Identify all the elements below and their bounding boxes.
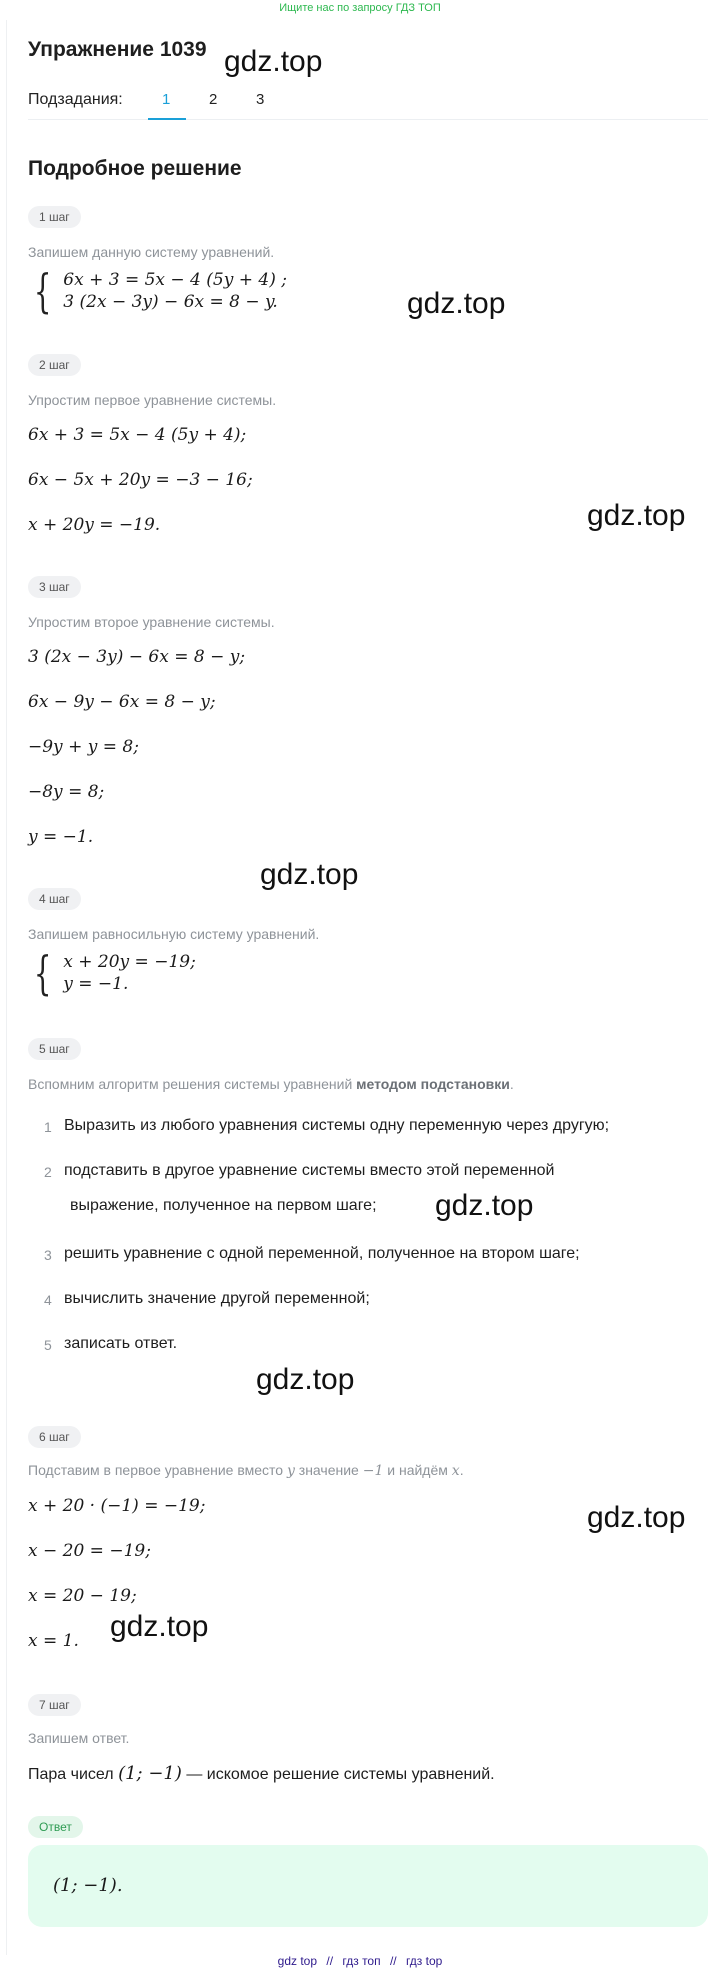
equation: −9y + y = 8; <box>28 737 139 757</box>
step-note: Запишем данную систему уравнений. <box>28 244 275 260</box>
step-note: Запишем равносильную систему уравнений. <box>28 926 320 942</box>
equation: y = −1. <box>63 974 129 994</box>
list-item-number: 5 <box>44 1337 52 1353</box>
list-item: подставить в другое уравнение системы вместо этой переменной <box>64 1162 555 1179</box>
equation: x − 20 = −19; <box>28 1541 151 1561</box>
equation: x = 1. <box>28 1631 79 1651</box>
list-item-number: 3 <box>44 1247 52 1263</box>
step-badge: 3 шаг <box>28 576 81 598</box>
footer-link[interactable]: gdz top <box>277 1954 318 1968</box>
answer-badge: Ответ <box>28 1816 83 1838</box>
header-divider <box>28 119 708 120</box>
page-title: Упражнение 1039 <box>28 38 207 61</box>
equation: −8y = 8; <box>28 782 105 802</box>
step-note: Подставим в первое уравнение вместо y значение −1 и найдём x. <box>28 1462 464 1479</box>
subtasks-label: Подзадания: <box>28 91 123 108</box>
step-badge: 4 шаг <box>28 888 81 910</box>
active-tab-indicator <box>148 118 186 120</box>
watermark: gdz.top <box>587 499 686 532</box>
equation: 6x − 5x + 20y = −3 − 16; <box>28 470 253 490</box>
tab-subtask-2[interactable]: 2 <box>209 91 218 108</box>
footer-link[interactable]: гдз топ <box>342 1954 381 1968</box>
system-brace-icon: { <box>33 264 52 318</box>
list-item: Выразить из любого уравнения системы одну переменную через другую; <box>64 1117 610 1134</box>
answer-sentence: Пара чисел (1; −1) — искомое решение системы уравнений. <box>28 1763 495 1784</box>
equation-system <box>28 264 287 318</box>
watermark: gdz.top <box>110 1610 209 1643</box>
footer-separator: // <box>326 1954 334 1968</box>
equation-system <box>28 946 196 1000</box>
watermark: gdz.top <box>256 1363 355 1396</box>
watermark: gdz.top <box>260 858 359 891</box>
equation: 6x − 9y − 6x = 8 − y; <box>28 692 216 712</box>
equation: y = −1. <box>28 827 94 847</box>
step-badge: 2 шаг <box>28 354 81 376</box>
tab-subtask-3[interactable]: 3 <box>256 91 265 108</box>
list-item-number: 2 <box>44 1164 52 1180</box>
list-item-number: 4 <box>44 1292 52 1308</box>
equation: x = 20 − 19; <box>28 1586 137 1606</box>
watermark: gdz.top <box>224 45 323 78</box>
watermark: gdz.top <box>587 1501 686 1534</box>
list-item: записать ответ. <box>64 1335 178 1352</box>
watermark: gdz.top <box>407 287 506 320</box>
search-hint: Ищите нас по запросу ГДЗ ТОП <box>279 2 441 14</box>
list-item-number: 1 <box>44 1119 52 1135</box>
equation: 6x + 3 = 5x − 4 (5y + 4); <box>28 425 247 445</box>
equation: 3 (2x − 3y) − 6x = 8 − y; <box>28 647 246 667</box>
list-item: решить уравнение с одной переменной, полученное на втором шаге; <box>64 1245 580 1262</box>
footer-links <box>0 1954 720 1968</box>
list-item: вычислить значение другой переменной; <box>64 1290 370 1307</box>
solution-title: Подробное решение <box>28 157 242 180</box>
step-note: Упростим первое уравнение системы. <box>28 392 277 408</box>
equation: x + 20y = −19; <box>63 952 196 972</box>
step-note: Упростим второе уравнение системы. <box>28 614 275 630</box>
step-badge: 1 шаг <box>28 206 81 228</box>
step-badge: 5 шаг <box>28 1038 81 1060</box>
answer-value: (1; −1). <box>53 1875 123 1896</box>
step-note: Запишем ответ. <box>28 1730 130 1746</box>
equation: 3 (2x − 3y) − 6x = 8 − y. <box>63 292 278 312</box>
answer-box <box>28 1845 708 1927</box>
step-note: Вспомним алгоритм решения системы уравнений методом подстановки. <box>28 1076 514 1092</box>
watermark: gdz.top <box>435 1189 534 1222</box>
equation: x + 20y = −19. <box>28 515 161 535</box>
tab-subtask-1[interactable]: 1 <box>162 91 171 108</box>
list-item-continued: выражение, полученное на первом шаге; <box>70 1197 377 1214</box>
footer-link[interactable]: гдз top <box>405 1954 443 1968</box>
equation: x + 20 · (−1) = −19; <box>28 1496 206 1516</box>
system-brace-icon: { <box>33 946 52 1000</box>
footer-separator: // <box>389 1954 397 1968</box>
equation: 6x + 3 = 5x − 4 (5y + 4) ; <box>63 270 287 290</box>
step-badge: 6 шаг <box>28 1426 81 1448</box>
step-badge: 7 шаг <box>28 1694 81 1716</box>
